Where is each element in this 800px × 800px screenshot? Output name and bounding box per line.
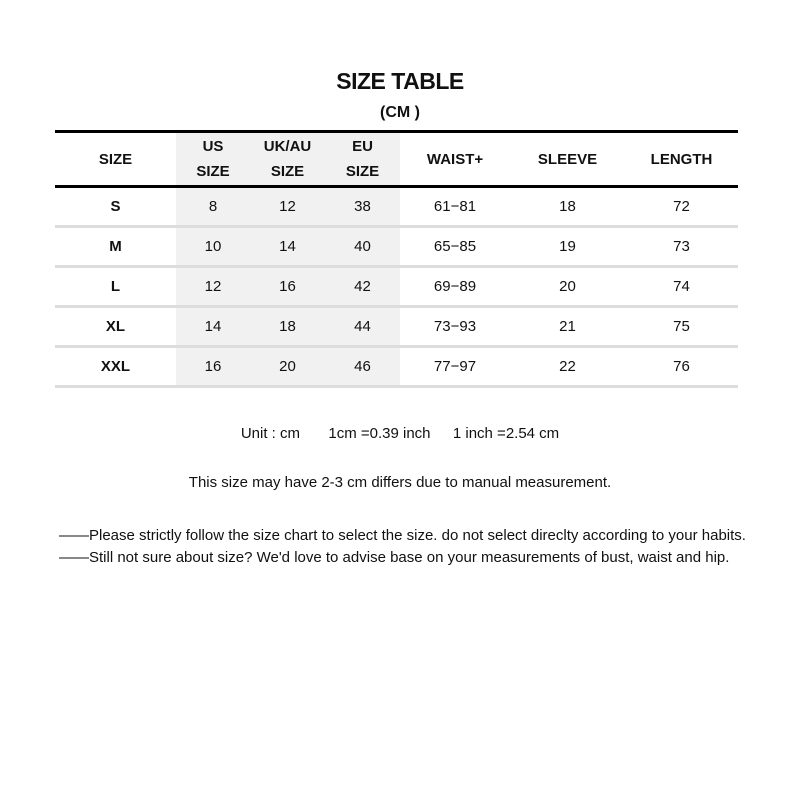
table-row	[55, 267, 738, 307]
note-item: ——Still not sure about size? We'd love to advise base on your measurements of bust, waist and hip.	[59, 548, 730, 566]
column-header-line: SIZE	[345, 163, 380, 180]
table-row	[55, 307, 738, 347]
column-header-line: SLEEVE	[537, 150, 598, 168]
cm-to-inch: 1cm =0.39 inch	[328, 425, 431, 442]
column-header	[325, 132, 400, 187]
table-cell: 77−97	[400, 347, 510, 387]
page-title: SIZE TABLE	[336, 68, 464, 94]
column-header	[176, 132, 250, 187]
table-cell: 8	[176, 187, 250, 227]
size-label-cell: L	[55, 267, 176, 307]
size-label-cell: XL	[55, 307, 176, 347]
unit-label: Unit : cm	[240, 425, 301, 442]
column-header-line: EU	[352, 138, 373, 155]
column-header	[55, 132, 176, 187]
note-item: ——Please strictly follow the size chart to select the size. do not select direclty according to your habits.	[59, 527, 746, 544]
notes	[59, 525, 749, 568]
column-header	[400, 132, 510, 187]
table-cell: 73−93	[400, 307, 510, 347]
table-cell: 69−89	[400, 267, 510, 307]
table-cell: 61−81	[400, 187, 510, 227]
column-header-line: LENGTH	[650, 150, 713, 168]
table-cell: 16	[176, 347, 250, 387]
table-cell: 74	[625, 267, 738, 307]
table-cell: 18	[250, 307, 325, 347]
unit-subtitle: (CM )	[380, 104, 420, 121]
measurement-disclaimer: This size may have 2-3 cm differs due to manual measurement.	[188, 474, 612, 491]
table-cell: 42	[325, 267, 400, 307]
table-cell: 14	[250, 227, 325, 267]
column-header	[250, 132, 325, 187]
table-cell: 40	[325, 227, 400, 267]
table-cell: 21	[510, 307, 625, 347]
table-cell: 73	[625, 227, 738, 267]
table-cell: 12	[176, 267, 250, 307]
column-header-line: SIZE	[98, 150, 133, 168]
size-table	[55, 130, 738, 388]
size-label-cell: S	[55, 187, 176, 227]
unit-conversion	[0, 425, 800, 442]
column-header-line: WAIST+	[426, 150, 484, 168]
table-cell: 22	[510, 347, 625, 387]
table-row	[55, 187, 738, 227]
size-label-cell: M	[55, 227, 176, 267]
table-cell: 46	[325, 347, 400, 387]
table-cell: 12	[250, 187, 325, 227]
table-cell: 44	[325, 307, 400, 347]
table-cell: 14	[176, 307, 250, 347]
table-cell: 20	[250, 347, 325, 387]
column-header-line: UK/AU	[263, 138, 312, 155]
table-cell: 20	[510, 267, 625, 307]
table-header-row	[55, 132, 738, 187]
column-header-line: US	[202, 138, 224, 155]
column-header-line: SIZE	[270, 163, 305, 180]
column-header	[625, 132, 738, 187]
table-cell: 19	[510, 227, 625, 267]
column-header-line: SIZE	[196, 163, 230, 180]
size-label-cell: XXL	[55, 347, 176, 387]
table-cell: 75	[625, 307, 738, 347]
table-cell: 18	[510, 187, 625, 227]
table-cell: 10	[176, 227, 250, 267]
table-row	[55, 347, 738, 387]
table-cell: 38	[325, 187, 400, 227]
table-cell: 76	[625, 347, 738, 387]
table-row	[55, 227, 738, 267]
table-cell: 65−85	[400, 227, 510, 267]
table-cell: 16	[250, 267, 325, 307]
column-header	[510, 132, 625, 187]
table-cell: 72	[625, 187, 738, 227]
inch-to-cm: 1 inch =2.54 cm	[452, 425, 560, 442]
